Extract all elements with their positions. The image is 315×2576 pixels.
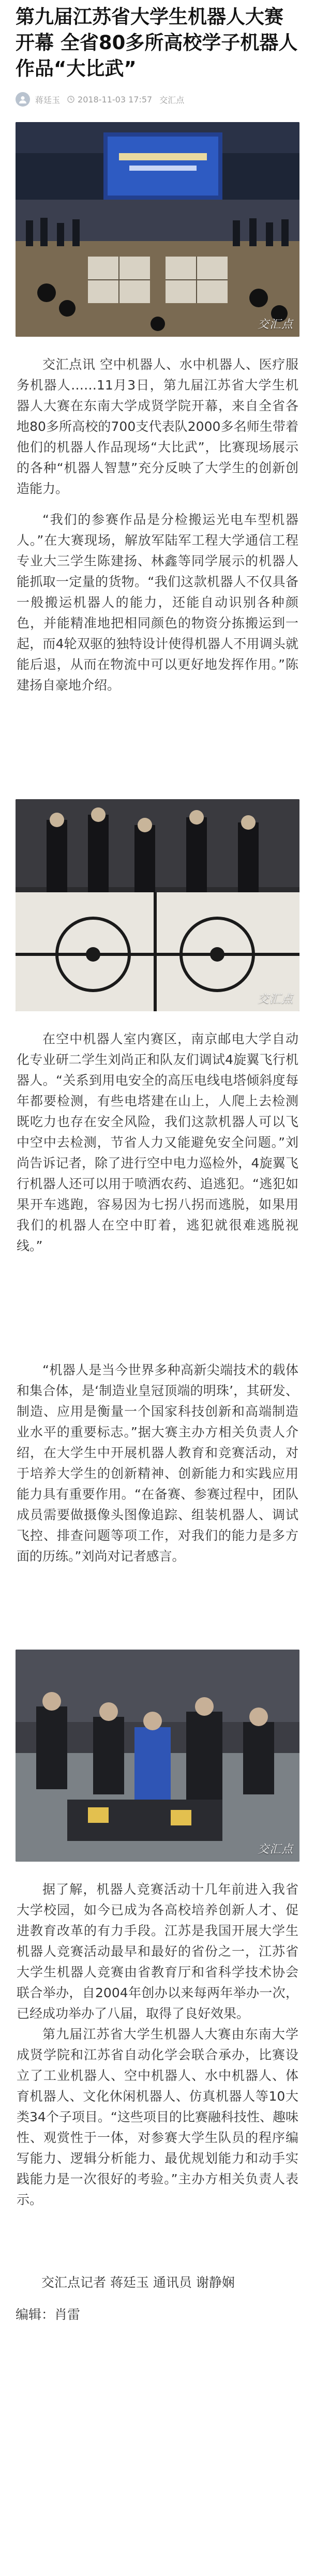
paragraph: 第九届江苏省大学生机器人大赛由东南大学成贤学院和江苏省自动化学会联合承办，比赛设立了工业机器人、空中机器人、水中机器人、体育机器人、文化休闲机器人、仿真机器人等10大类34个子项目。“这些项目的比赛融科技性、趣味性、观赏性于一体，对参赛大学生队员的程序编写能力、逻辑分析能力、最优规划能力和动手实践能力是一次很好的考验。”主办方相关负责人表示。	[17, 2027, 298, 2207]
author-name[interactable]: 蒋廷玉	[35, 95, 61, 105]
author-avatar-icon[interactable]	[16, 92, 30, 107]
robot-arena-photo[interactable]	[16, 799, 299, 1011]
article-meta	[16, 86, 299, 113]
photo-watermark: 交汇点	[257, 1843, 293, 1856]
paragraph: 在空中机器人室内赛区，南京邮电大学自动化专业研二学生刘尚正和队友们调试4旋翼飞行机器人。“关系到用电安全的高压电线电塔倾斜度每年都要检测，有些电塔建在山上，人爬上去检测既吃力也存在安全风险，我们这款机器人可以飞中空中去检测，节省人力又能避免安全问题。”刘尚告诉记者，除了进行空中电力巡检外，4旋翼飞行机器人还可以用于喷洒农药、追逃犯。“逃犯如果开车逃跑，容易因为七拐八拐而逃脱，如果用我们的机器人在空中盯着，逃犯就很难逃脱视线。”	[17, 1031, 298, 1253]
photo-watermark: 交汇点	[257, 993, 293, 1006]
editor-credit: 编辑：肖雷	[16, 2307, 81, 2322]
article-page	[0, 4, 315, 2325]
clock-icon	[67, 96, 74, 103]
photo-watermark: 交汇点	[257, 318, 293, 331]
article-title: 第九届江苏省大学生机器人大赛开幕 全省80多所高校学子机器人作品“大比武”	[16, 6, 298, 80]
paragraph: “我们的参赛作品是分检搬运光电车型机器人。”在大赛现场，解放军陆军工程大学通信工程专业大三学生陈建扬、林鑫等同学展示的机器人能抓取一定量的货物。“我们这款机器人不仅具备一般搬运机器人的能力，还能自动识别各种颜色，并能精准地把相同颜色的物资分拣搬运到一起，而4轮双驱的独特设计使得机器人不用调头就能后退，从而在物流中可以更好地发挥作用。”陈建扬自豪地介绍。	[17, 512, 298, 693]
reporter-byline: 交汇点记者 蒋廷玉 通讯员 谢静娴	[41, 2275, 235, 2290]
robot-competition-hall-photo[interactable]	[16, 122, 299, 337]
paragraph: 据了解，机器人竞赛活动十几年前进入我省大学校园，如今已成为各高校培养创新人才、促进教育改革的有力手段。江苏是我国开展大学生机器人竞赛活动最早和最好的省份之一，江苏省大学生机器人竞赛由省教育厅和省科学技术协会联合举办，自2004年创办以来每两年举办一次，已经成功举办了八届，取得了良好效果。	[17, 1882, 298, 2021]
students-debugging-robot-photo[interactable]	[16, 1650, 299, 1862]
paragraph: “机器人是当今世界多种高新尖端技术的载体和集合体，是‘制造业皇冠顶端的明珠’，其研发、制造、应用是衡量一个国家科技创新和高端制造业水平的重要标志。”据大赛主办方相关负责人介绍，在大学生中开展机器人教育和竞赛活动，对于培养大学生的创新精神、创新能力和实践应用能力具有重要作用。“在备赛、参赛过程中，团队成员需要做摄像头图像追踪、组装机器人、调试飞控、排查问题等项工作，对我们的能力是多方面的历练。”刘尚对记者感言。	[17, 1362, 298, 1564]
paragraph: 交汇点讯 空中机器人、水中机器人、医疗服务机器人……11月3日，第九届江苏省大学生机器人大赛在东南大学成贤学院开幕，来自全省各地80多所高校的700支代表队2000多名师生带着他们的机器人作品现场“大比武”，比赛现场展示的各种“机器人智慧”充分反映了大学生的创新创造能力。	[17, 357, 298, 496]
article-source[interactable]: 交汇点	[159, 95, 185, 105]
publish-datetime: 2018-11-03 17:57	[78, 94, 153, 104]
